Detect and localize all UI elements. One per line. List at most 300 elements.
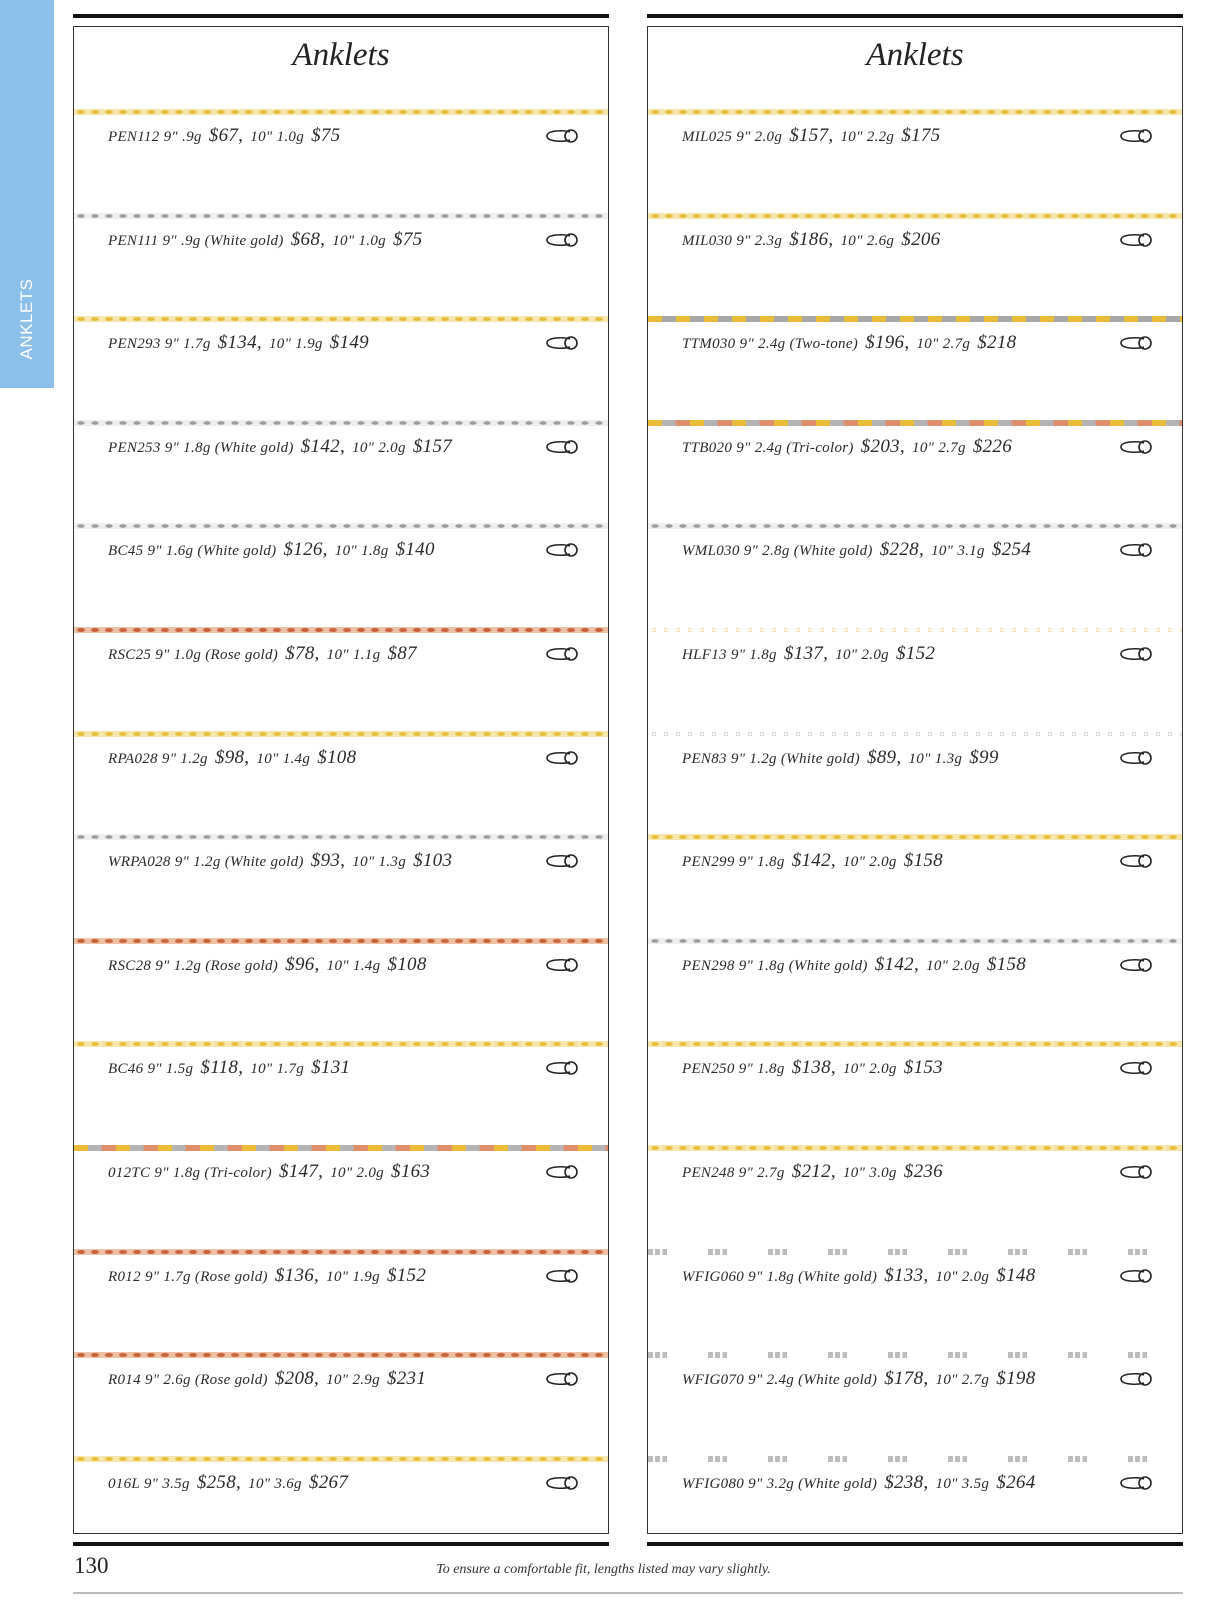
weight-9: 1.2g [173, 958, 202, 974]
page-number: 130 [74, 1553, 109, 1578]
weight-10: 3.6g [274, 1476, 302, 1492]
metal-note: (Tri-color) [204, 1165, 272, 1181]
length-10: 10" [352, 854, 375, 870]
right-panel [647, 14, 1183, 1546]
chain-image [648, 316, 1182, 322]
length-9: 9" [155, 647, 170, 663]
anklet-item [74, 213, 608, 273]
weight-9: 1.8g [766, 1269, 795, 1285]
price-9: $96, [285, 954, 320, 975]
weight-10: 1.4g [352, 958, 381, 974]
anklet-item [648, 1145, 1182, 1205]
anklet-item [648, 1041, 1182, 1101]
price-10: $206 [901, 229, 941, 250]
price-10: $75 [311, 125, 341, 146]
clasp-icon [544, 127, 582, 145]
length-10: 10" [935, 1476, 958, 1492]
weight-10: 1.9g [352, 1269, 380, 1285]
length-10: 10" [332, 233, 355, 249]
clasp-icon [1118, 645, 1156, 663]
weight-9: 1.2g [749, 751, 777, 767]
chain-image [74, 834, 608, 840]
length-10: 10" [352, 440, 375, 456]
weight-10: 1.8g [361, 543, 389, 559]
metal-note: (White gold) [197, 543, 277, 559]
length-9: 9" [736, 440, 751, 456]
price-10: $103 [413, 850, 453, 871]
price-10: $264 [996, 1472, 1036, 1493]
bottom-rule [73, 1592, 1183, 1594]
price-10: $254 [991, 539, 1032, 560]
weight-9: 1.2g [193, 854, 221, 870]
weight-9: 2.8g [762, 543, 790, 559]
length-9: 9" [155, 958, 170, 974]
length-9: 9" [738, 958, 754, 974]
item-code: PEN111 [108, 233, 159, 249]
anklet-item [74, 523, 608, 583]
clasp-icon [1118, 127, 1156, 145]
clasp-icon [544, 645, 582, 663]
chain-image [74, 938, 608, 944]
item-code: WML030 [682, 543, 740, 559]
length-9: 9" [730, 647, 746, 663]
panel-title: Anklets [292, 37, 390, 73]
weight-10: 2.7g [938, 440, 966, 456]
price-10: $152 [386, 1265, 427, 1286]
weight-9: 1.5g [165, 1061, 194, 1077]
metal-note: (White gold) [798, 1269, 878, 1285]
clasp-icon [1118, 1163, 1156, 1181]
metal-note: (Rose gold) [194, 1269, 268, 1285]
anklet-item [648, 731, 1182, 791]
chain-image [648, 420, 1182, 426]
weight-10: 1.0g [276, 129, 305, 145]
item-code: BC45 [108, 543, 144, 559]
anklet-item [648, 213, 1182, 273]
price-10: $108 [317, 747, 357, 768]
item-description [108, 539, 438, 561]
weight-9: 1.8g [749, 647, 777, 663]
chain-image [74, 1352, 608, 1358]
chain-image [74, 1145, 608, 1151]
item-description [108, 954, 430, 976]
length-10: 10" [835, 647, 858, 663]
chain-image [648, 1352, 1182, 1358]
item-description [682, 747, 1002, 769]
price-9: $138, [791, 1057, 836, 1078]
length-9: 9" [144, 1372, 160, 1388]
weight-10: 2.0g [356, 1165, 384, 1181]
side-tab-label: ANKLETS [17, 278, 36, 360]
clasp-icon [1118, 956, 1156, 974]
chain-image [74, 523, 608, 529]
price-10: $218 [977, 332, 1017, 353]
length-9: 9" [738, 1061, 754, 1077]
metal-note: (White gold) [788, 958, 868, 974]
length-9: 9" [144, 1269, 160, 1285]
chain-image [74, 109, 608, 115]
item-code: RSC25 [108, 647, 152, 663]
anklet-item [648, 1456, 1182, 1516]
price-10: $99 [969, 747, 999, 768]
price-10: $140 [395, 539, 435, 560]
price-9: $126, [283, 539, 328, 560]
item-description [108, 1368, 429, 1390]
metal-note: (White gold) [798, 1372, 878, 1388]
length-10: 10" [250, 129, 273, 145]
anklet-item [74, 627, 608, 687]
price-10: $157 [412, 436, 453, 457]
anklet-item [648, 627, 1182, 687]
metal-note: (White gold) [224, 854, 304, 870]
price-10: $149 [329, 332, 369, 353]
price-9: $142, [300, 436, 345, 457]
weight-9: 1.0g [173, 647, 202, 663]
item-description [682, 954, 1029, 976]
clasp-icon [544, 956, 582, 974]
anklet-item [648, 834, 1182, 894]
weight-10: 2.9g [352, 1372, 380, 1388]
price-10: $175 [901, 125, 941, 146]
anklet-item [74, 420, 608, 480]
item-code: 016L [108, 1476, 140, 1492]
length-10: 10" [908, 751, 931, 767]
item-code: PEN248 [682, 1165, 735, 1181]
clasp-icon [1118, 334, 1156, 352]
item-code: PEN298 [682, 958, 735, 974]
length-9: 9" [743, 543, 759, 559]
length-10: 10" [250, 1061, 273, 1077]
price-9: $68, [290, 229, 326, 250]
anklet-item [74, 1352, 608, 1412]
length-10: 10" [843, 1061, 866, 1077]
anklet-item [648, 316, 1182, 376]
weight-9: 3.2g [766, 1476, 795, 1492]
anklet-item [648, 938, 1182, 998]
weight-10: 1.4g [282, 751, 311, 767]
clasp-icon [1118, 1267, 1156, 1285]
anklet-item [648, 523, 1182, 583]
weight-9: 1.8g [757, 958, 785, 974]
length-9: 9" [748, 1269, 763, 1285]
price-9: $98, [214, 747, 250, 768]
weight-9: 2.7g [757, 1165, 785, 1181]
weight-9: 1.2g [180, 751, 208, 767]
item-code: PEN253 [108, 440, 161, 456]
anklet-item [648, 1352, 1182, 1412]
weight-10: 3.0g [869, 1165, 897, 1181]
length-10: 10" [326, 647, 349, 663]
item-code: RSC28 [108, 958, 152, 974]
price-10: $231 [386, 1368, 427, 1389]
weight-9: 1.8g [757, 854, 785, 870]
chain-image [74, 420, 608, 426]
item-description [108, 1472, 351, 1494]
clasp-icon [544, 1474, 582, 1492]
weight-10: 2.2g [866, 129, 895, 145]
anklet-item [74, 316, 608, 376]
price-9: $67, [208, 125, 244, 146]
weight-9: 1.8g [757, 1061, 785, 1077]
item-code: WRPA028 [108, 854, 171, 870]
item-description [108, 125, 343, 147]
length-9: 9" [739, 336, 754, 352]
item-description [682, 1057, 946, 1079]
metal-note: (Rose gold) [194, 1372, 268, 1388]
item-description [682, 643, 938, 665]
price-10: $158 [903, 850, 943, 871]
item-code: WFIG060 [682, 1269, 745, 1285]
item-code: PEN83 [682, 751, 727, 767]
item-code: MIL025 [682, 129, 733, 145]
price-9: $208, [274, 1368, 320, 1389]
chain-image [74, 1249, 608, 1255]
item-description [108, 1057, 353, 1079]
left-panel [73, 14, 609, 1546]
weight-9: .9g [182, 129, 202, 145]
item-description [108, 747, 359, 769]
price-9: $142, [791, 850, 836, 871]
price-9: $196, [865, 332, 910, 353]
price-9: $238, [884, 1472, 929, 1493]
length-9: 9" [162, 233, 177, 249]
weight-9: 2.0g [754, 129, 783, 145]
chain-image [74, 1041, 608, 1047]
anklet-item [74, 1249, 608, 1309]
item-code: R014 [108, 1372, 141, 1388]
length-9: 9" [738, 1165, 754, 1181]
weight-10: 1.1g [352, 647, 381, 663]
length-10: 10" [840, 129, 863, 145]
side-tab [0, 0, 54, 388]
weight-9: 2.6g [163, 1372, 191, 1388]
length-9: 9" [143, 1476, 159, 1492]
item-description [682, 125, 943, 147]
item-description [108, 332, 372, 354]
item-code: TTM030 [682, 336, 736, 352]
weight-10: 1.9g [295, 336, 323, 352]
price-10: $267 [308, 1472, 349, 1493]
chain-image [648, 523, 1182, 529]
metal-note: (White gold) [780, 751, 860, 767]
length-9: 9" [163, 129, 178, 145]
price-9: $212, [791, 1161, 836, 1182]
length-10: 10" [843, 1165, 866, 1181]
item-code: R012 [108, 1269, 141, 1285]
item-description [682, 1265, 1039, 1287]
clasp-icon [1118, 231, 1156, 249]
price-9: $147, [278, 1161, 324, 1182]
length-10: 10" [256, 751, 279, 767]
anklet-item [74, 834, 608, 894]
weight-10: 2.7g [942, 336, 971, 352]
chain-image [648, 1041, 1182, 1047]
item-description [682, 436, 1015, 458]
length-10: 10" [843, 854, 866, 870]
item-description [108, 1161, 433, 1183]
item-code: WFIG080 [682, 1476, 745, 1492]
weight-10: 2.0g [869, 854, 897, 870]
metal-note: (White gold) [798, 1476, 878, 1492]
price-9: $118, [200, 1057, 244, 1078]
price-10: $148 [996, 1265, 1036, 1286]
item-code: 012TC [108, 1165, 151, 1181]
length-10: 10" [840, 233, 863, 249]
anklet-item [648, 420, 1182, 480]
weight-10: 1.7g [276, 1061, 305, 1077]
weight-10: 1.0g [358, 233, 386, 249]
metal-note: (White gold) [204, 233, 284, 249]
item-description [682, 539, 1034, 561]
price-10: $226 [972, 436, 1013, 457]
price-9: $203, [860, 436, 905, 457]
weight-9: 2.4g [766, 1372, 795, 1388]
price-9: $178, [884, 1368, 929, 1389]
weight-10: 2.0g [952, 958, 980, 974]
weight-9: 2.4g [758, 336, 786, 352]
item-description [682, 332, 1019, 354]
weight-9: 1.7g [163, 1269, 191, 1285]
chain-image [648, 1456, 1182, 1462]
weight-10: 3.1g [957, 543, 985, 559]
chain-image [74, 1456, 608, 1462]
clasp-icon [544, 438, 582, 456]
weight-9: 1.7g [183, 336, 211, 352]
length-9: 9" [730, 751, 746, 767]
length-9: 9" [154, 1165, 169, 1181]
panel-title: Anklets [866, 37, 964, 73]
weight-10: 2.0g [961, 1269, 990, 1285]
clasp-icon [544, 1370, 582, 1388]
footer-note: To ensure a comfortable fit, lengths listed may vary slightly. [436, 1562, 771, 1577]
clasp-icon [1118, 438, 1156, 456]
weight-10: 1.3g [378, 854, 406, 870]
weight-10: 2.0g [861, 647, 889, 663]
price-9: $78, [285, 643, 320, 664]
anklet-item [74, 1456, 608, 1516]
item-description [108, 850, 455, 872]
clasp-icon [544, 334, 582, 352]
price-10: $158 [986, 954, 1027, 975]
anklet-item [74, 731, 608, 791]
weight-10: 2.0g [378, 440, 406, 456]
length-9: 9" [736, 129, 751, 145]
item-description [682, 1161, 946, 1183]
clasp-icon [1118, 749, 1156, 767]
item-code: MIL030 [682, 233, 733, 249]
item-description [682, 1368, 1039, 1390]
length-10: 10" [935, 1269, 958, 1285]
item-code: PEN293 [108, 336, 161, 352]
item-code: WFIG070 [682, 1372, 745, 1388]
price-10: $75 [393, 229, 423, 250]
price-9: $228, [879, 539, 924, 560]
length-9: 9" [738, 854, 754, 870]
weight-10: 1.3g [934, 751, 963, 767]
weight-9: 2.3g [754, 233, 783, 249]
clasp-icon [1118, 1059, 1156, 1077]
chain-image [74, 213, 608, 219]
chain-image [648, 1249, 1182, 1255]
price-9: $136, [274, 1265, 320, 1286]
clasp-icon [1118, 1474, 1156, 1492]
clasp-icon [1118, 1370, 1156, 1388]
length-10: 10" [269, 336, 292, 352]
metal-note: (White gold) [793, 543, 873, 559]
clasp-icon [544, 852, 582, 870]
price-9: $258, [196, 1472, 242, 1493]
price-10: $108 [387, 954, 427, 975]
clasp-icon [544, 749, 582, 767]
item-description [108, 643, 420, 665]
length-10: 10" [926, 958, 949, 974]
price-10: $152 [895, 643, 936, 664]
price-10: $198 [996, 1368, 1036, 1389]
item-code: PEN299 [682, 854, 735, 870]
item-code: BC46 [108, 1061, 144, 1077]
weight-9: 1.8g [183, 440, 211, 456]
chain-image [648, 109, 1182, 115]
metal-note: (Rose gold) [205, 647, 279, 663]
length-10: 10" [326, 1372, 349, 1388]
anklet-item [74, 109, 608, 169]
weight-10: 2.6g [866, 233, 895, 249]
weight-10: 2.7g [961, 1372, 990, 1388]
length-9: 9" [736, 233, 751, 249]
weight-9: 1.8g [172, 1165, 201, 1181]
clasp-icon [544, 231, 582, 249]
item-code: PEN112 [108, 129, 160, 145]
price-9: $186, [789, 229, 834, 250]
clasp-icon [544, 541, 582, 559]
anklet-item [74, 1041, 608, 1101]
price-9: $157, [789, 125, 834, 146]
clasp-icon [544, 1163, 582, 1181]
item-code: PEN250 [682, 1061, 735, 1077]
price-9: $133, [884, 1265, 929, 1286]
length-9: 9" [164, 440, 180, 456]
item-description [682, 850, 946, 872]
length-9: 9" [164, 336, 180, 352]
length-10: 10" [330, 1165, 353, 1181]
price-9: $134, [217, 332, 262, 353]
price-10: $153 [903, 1057, 943, 1078]
length-10: 10" [248, 1476, 271, 1492]
item-code: TTB020 [682, 440, 733, 456]
chain-image [648, 627, 1182, 633]
item-description [682, 1472, 1039, 1494]
chain-image [648, 834, 1182, 840]
price-9: $137, [783, 643, 829, 664]
price-9: $93, [310, 850, 346, 871]
length-10: 10" [326, 1269, 349, 1285]
price-10: $236 [903, 1161, 943, 1182]
weight-10: 2.0g [869, 1061, 897, 1077]
length-9: 9" [147, 1061, 162, 1077]
chain-image [648, 731, 1182, 737]
price-10: $131 [311, 1057, 351, 1078]
clasp-icon [544, 1267, 582, 1285]
price-9: $89, [866, 747, 902, 768]
length-10: 10" [334, 543, 357, 559]
chain-image [648, 213, 1182, 219]
item-description [682, 229, 943, 251]
metal-note: (Tri-color) [786, 440, 854, 456]
chain-image [74, 731, 608, 737]
item-description [108, 1265, 429, 1287]
length-9: 9" [147, 543, 162, 559]
weight-9: .9g [180, 233, 201, 249]
